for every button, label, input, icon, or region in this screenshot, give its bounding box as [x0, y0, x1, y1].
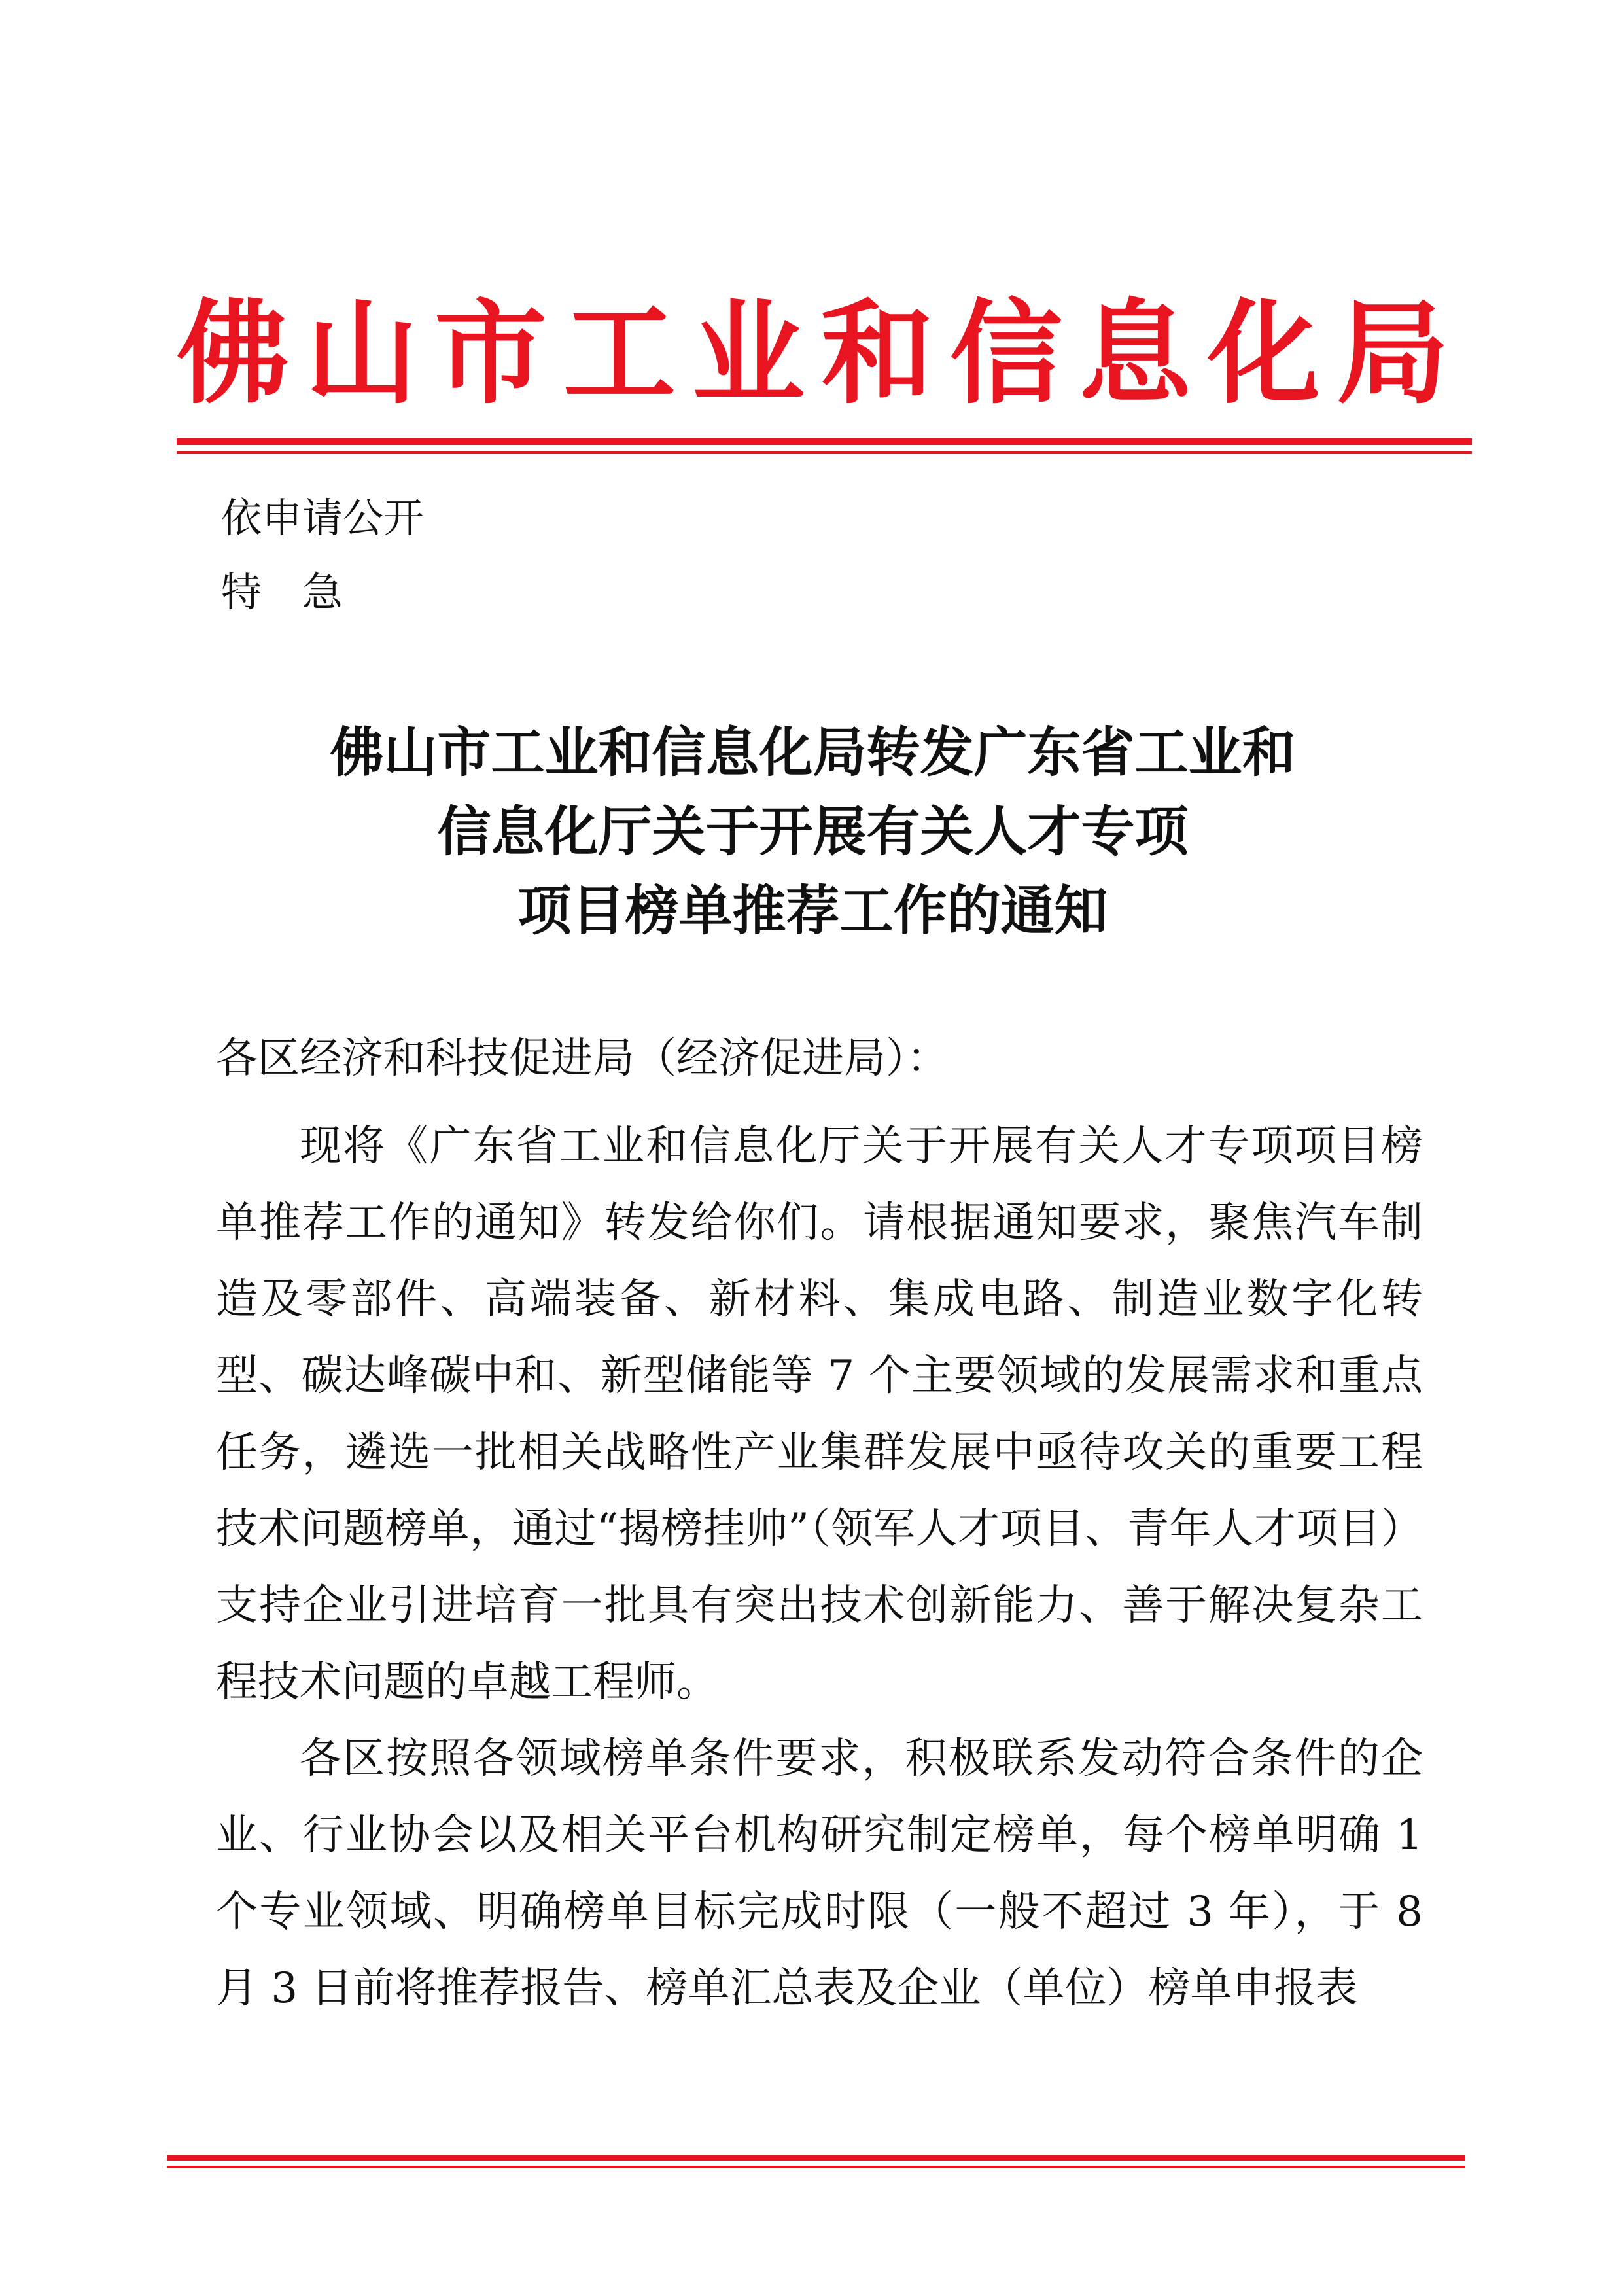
title-line: 信息化厅关于开展有关人才专项: [437, 800, 1189, 863]
letterhead-rule-thin: [177, 451, 1472, 454]
footer-rule-thick: [167, 2155, 1465, 2161]
body-paragraph: 各区按照各领域榜单条件要求，积极联系发动符合条件的企业、行业协会以及相关平台机构研究制定榜单，每个榜单明确 1 个专业领域、明确榜单目标完成时限（一般不超过 3 年），于 8 月 3 日前将推荐报告、榜单汇总表及企业（单位）榜单申报表: [216, 1735, 1423, 2013]
body-paragraph: 现将《广东省工业和信息化厅关于开展有关人才专项项目榜单推荐工作的通知》转发给你们。请根据通知要求，聚焦汽车制造及零部件、高端装备、新材料、集成电路、制造业数字化转型、碳达峰碳中和、新型储能等 7 个主要领域的发展需求和重点任务，遴选一批相关战略性产业集群发展中亟待攻关的重要工程技术问题榜单，通过“揭榜挂帅”（领军人才项目、青年人才项目）支持企业引进培育一批具有突出技术创新能力、善于解决复杂工程技术问题的卓越工程师。: [216, 1122, 1423, 1706]
title-line: 佛山市工业和信息化局转发广东省工业和: [330, 721, 1296, 784]
disclosure-type: 依申请公开: [221, 494, 425, 542]
title-line: 项目榜单推荐工作的通知: [517, 879, 1108, 942]
urgency-level: 特急: [221, 568, 384, 616]
letterhead-agency-name: 佛山市工业和信息化局: [177, 287, 1449, 419]
salutation: 各区经济和科技促进局（经济促进局）：: [216, 1034, 949, 1083]
footer-rule-thin: [167, 2166, 1465, 2168]
letterhead-rule-thick: [177, 438, 1472, 445]
document-title: [170, 713, 1456, 951]
